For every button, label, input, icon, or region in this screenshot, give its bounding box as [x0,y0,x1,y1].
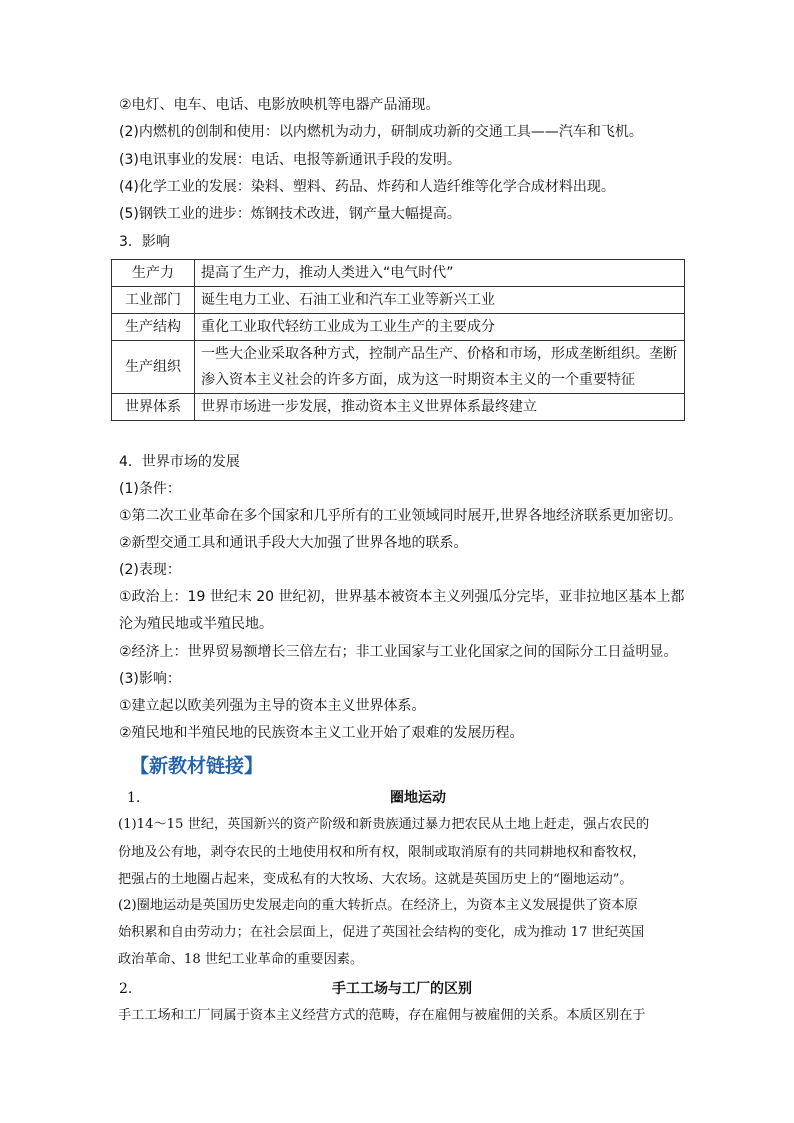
list-item: ②经济上：世界贸易额增长三倍左右；非工业国家与工业化国家之间的国际分工日益明显。 [119,644,678,660]
list-item: (2)表现： [119,562,181,578]
section-title: 手工工场与工厂的区别 [332,981,472,997]
table-value-cell: 诞生电力工业、石油工业和汽车工业等新兴工业 [195,287,685,314]
link-heading: 【新教材链接】 [130,755,264,777]
table-value-cell: 世界市场进一步发展，推动资本主义世界体系最终建立 [195,394,685,421]
table-row [112,260,685,287]
table-value-line: 一些大企业采取各种方式，控制产品生产、价格和市场，形成垄断组织。垄断 [201,346,677,362]
list-item: ②电灯、电车、电话、电影放映机等电器产品涌现。 [119,97,440,113]
table-key-cell: 生产力 [112,260,195,287]
list-item: ①建立起以欧美列强为主导的资本主义世界体系。 [119,698,426,714]
impact-table [111,259,685,421]
list-item: ①第二次工业革命在多个国家和几乎所有的工业领域同时展开,世界各地经济联系更加密切。 [119,508,682,524]
paragraph-line: 始积累和自由劳动力；在社会层面上，促进了英国社会结构的变化，成为推动 17 世纪英国 [118,925,645,940]
list-item: (1)条件： [119,481,181,497]
section-number: 1. [127,790,141,806]
table-row [112,314,685,341]
paragraph-line: 把强占的土地圈占起来，变成私有的大牧场、大农场。这就是英国历史上的“圈地运动”。 [118,872,633,887]
paragraph-line: (1)14～15 世纪，英国新兴的资产阶级和新贵族通过暴力把农民从土地上赶走，强占农民的 [118,817,650,832]
table-value-cell: 重化工业取代轻纺工业成为工业生产的主要成分 [195,314,685,341]
table-row [112,341,685,394]
list-item: (2)内燃机的创制和使用：以内燃机为动力，研制成功新的交通工具——汽车和飞机。 [119,124,643,140]
list-item: ②殖民地和半殖民地的民族资本主义工业开始了艰难的发展历程。 [119,725,524,741]
list-item: (5)钢铁工业的进步：炼钢技术改进，钢产量大幅提高。 [119,206,461,222]
list-item: (3)影响： [119,671,181,687]
list-item: ②新型交通工具和通讯手段大大加强了世界各地的联系。 [119,535,468,551]
table-value-cell: 提高了生产力，推动人类进入“电气时代” [195,260,685,287]
table-key-cell: 生产结构 [112,314,195,341]
paragraph-line: (2)圈地运动是英国历史发展走向的重大转折点。在经济上，为资本主义发展提供了资本原 [118,898,638,913]
section-title: 圈地运动 [390,790,446,806]
table-row [112,394,685,421]
table-value-cell [195,341,685,394]
list-item: (3)电讯事业的发展：电话、电报等新通讯手段的发明。 [119,152,461,168]
section-heading: 4．世界市场的发展 [119,454,240,470]
paragraph-line: 手工工场和工厂同属于资本主义经营方式的范畴，存在雇佣与被雇佣的关系。本质区别在于 [118,1008,646,1023]
paragraph-line: 政治革命、18 世纪工业革命的重要因素。 [118,952,364,967]
section-heading: 3．影响 [119,234,170,250]
table-key-cell: 世界体系 [112,394,195,421]
list-item: 沦为殖民地或半殖民地。 [119,616,273,632]
list-item: ①政治上：19 世纪末 20 世纪初，世界基本被资本主义列强瓜分完毕，亚非拉地区基本上都 [119,589,685,605]
table-value-line: 渗入资本主义社会的许多方面，成为这一时期资本主义的一个重要特征 [201,372,635,388]
table-key-cell: 生产组织 [112,341,195,394]
paragraph-line: 份地及公有地，剥夺农民的土地使用权和所有权，限制或取消原有的共同耕地权和畜牧权， [118,845,646,860]
table-row [112,287,685,314]
table-key-cell: 工业部门 [112,287,195,314]
section-number: 2. [119,981,133,997]
list-item: (4)化学工业的发展：染料、塑料、药品、炸药和人造纤维等化学合成材料出现。 [119,179,615,195]
